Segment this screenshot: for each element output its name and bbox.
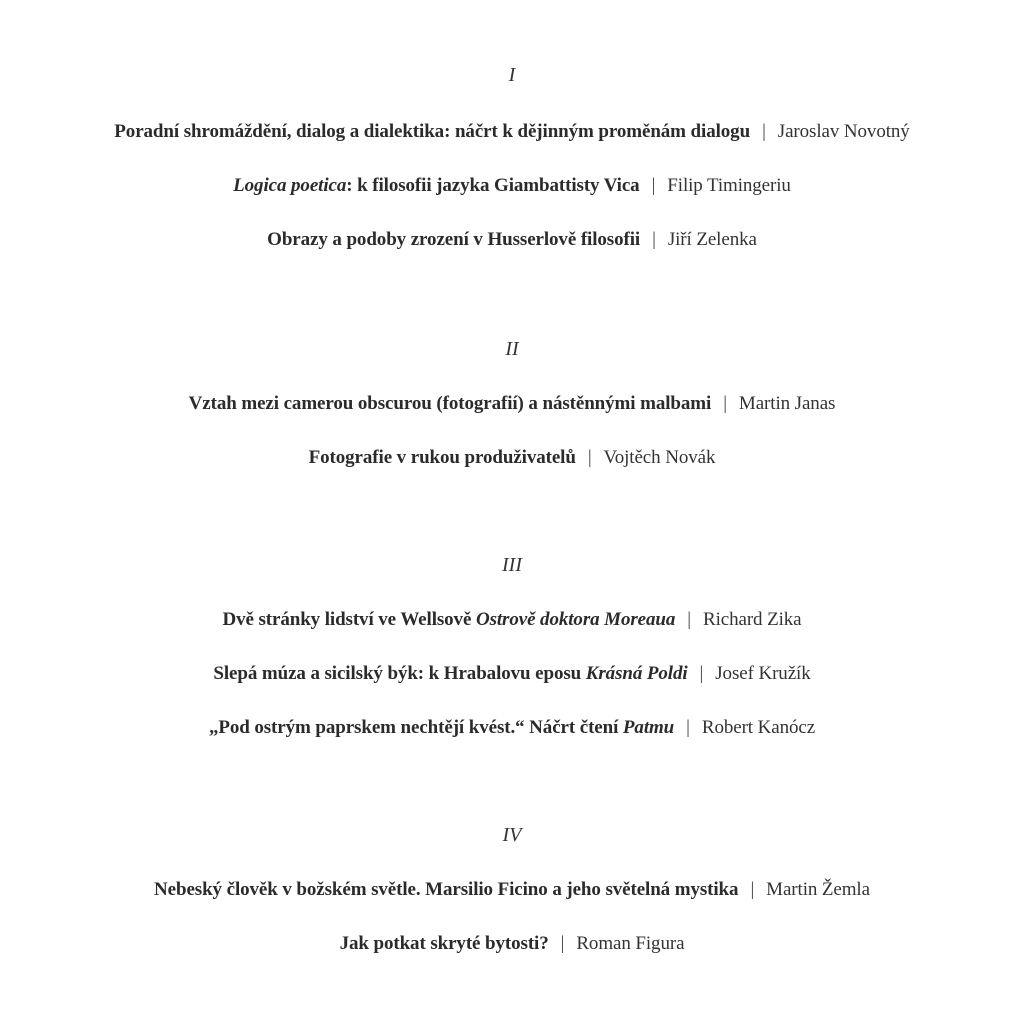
separator: | (686, 717, 690, 738)
title-text: Obrazy a podoby zrození v Husserlově filosofii (267, 229, 641, 250)
title-italic-text: Logica poetica (233, 175, 347, 196)
toc-entry[interactable] (0, 663, 1024, 685)
separator: | (762, 121, 766, 142)
entry-author: Martin Žemla (766, 879, 870, 900)
entry-author: Josef Kružík (715, 663, 811, 684)
toc-entry[interactable] (0, 229, 1024, 251)
entry-title (154, 879, 738, 900)
toc-entry[interactable] (0, 609, 1024, 631)
title-text: Jak potkat skryté bytosti? (339, 933, 549, 954)
entry-title (340, 933, 549, 954)
entry-title (114, 121, 750, 142)
entry-author: Vojtěch Novák (603, 447, 716, 468)
section-numeral: I (508, 64, 516, 86)
separator: | (750, 879, 755, 900)
entry-author: Jiří Zelenka (667, 229, 757, 250)
toc-entry[interactable] (0, 933, 1024, 955)
title-text: Nebeský člověk v božském světle. Marsilio Ficino a jeho světelná mystika (154, 879, 739, 900)
section-numeral: III (502, 554, 522, 576)
entry-author: Roman Figura (576, 933, 685, 954)
title-text: „Pod ostrým paprskem nechtějí kvést.“ Náčrt čtení (208, 717, 623, 738)
separator: | (723, 393, 727, 414)
entry-title (222, 609, 675, 630)
toc-entry[interactable] (0, 879, 1024, 901)
entry-author: Filip Timingeriu (667, 175, 791, 196)
title-italic-text: Ostrově doktora Moreaua (475, 609, 676, 630)
entry-title (213, 663, 687, 684)
separator: | (560, 933, 565, 954)
separator: | (587, 447, 592, 468)
title-text: Fotografie v rukou produživatelů (308, 447, 576, 468)
toc-entry[interactable] (0, 393, 1024, 415)
separator: | (652, 229, 656, 250)
title-text: Dvě stránky lidství ve Wellsově (222, 609, 476, 630)
separator: | (651, 175, 656, 196)
entry-title (233, 175, 639, 196)
toc-entry[interactable] (0, 175, 1024, 197)
toc-entry[interactable] (0, 717, 1024, 739)
entry-author: Martin Janas (738, 393, 836, 414)
separator: | (687, 609, 691, 630)
toc-entry[interactable] (0, 121, 1024, 143)
title-text: Vztah mezi camerou obscurou (fotografií) a nástěnnými malbami (188, 393, 712, 414)
section-numeral: II (505, 338, 519, 360)
entry-title (209, 717, 674, 738)
title-italic-text: Patmu (622, 717, 675, 738)
entry-title (309, 447, 576, 468)
entry-author: Robert Kanócz (701, 717, 816, 738)
entry-title (267, 229, 640, 250)
title-text: Slepá múza a sicilský býk: k Hrabalovu eposu (213, 663, 586, 684)
entry-author: Richard Zika (703, 609, 802, 630)
separator: | (699, 663, 704, 684)
entry-author: Jaroslav Novotný (777, 121, 910, 142)
section-numeral: IV (502, 824, 522, 846)
title-italic-text: Krásná Poldi (585, 663, 688, 684)
title-text: Poradní shromáždění, dialog a dialektika: náčrt k dějinným proměnám dialogu (114, 121, 751, 142)
entry-title (189, 393, 712, 414)
title-text: : k filosofii jazyka Giambattisty Vica (346, 175, 640, 196)
toc-entry[interactable] (0, 447, 1024, 469)
